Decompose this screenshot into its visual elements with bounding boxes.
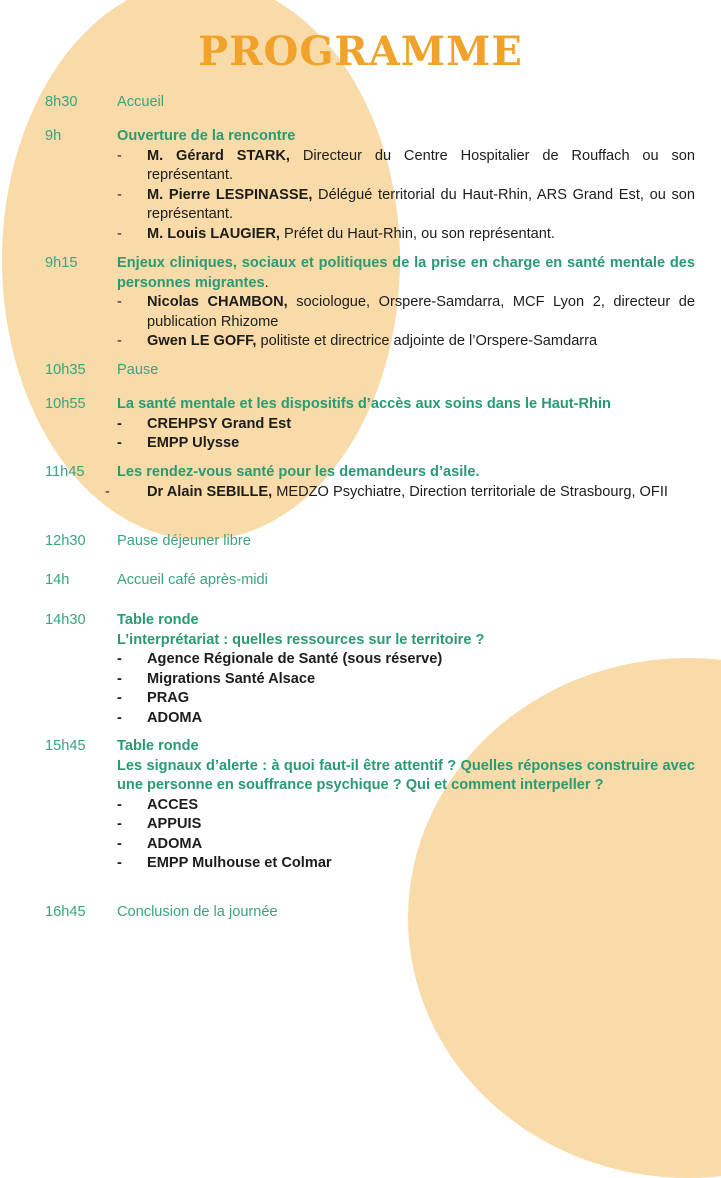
slot-time: 15h45: [45, 738, 86, 754]
slot-subheading: L’interprétariat : quelles ressources sur le territoire ?: [117, 631, 485, 648]
participant-item: - EMPP Mulhouse et Colmar: [117, 854, 695, 874]
schedule-slot: [45, 127, 695, 244]
slot-heading: Les rendez-vous santé pour les demandeurs d’asile.: [117, 464, 480, 480]
slot-time: 12h30: [45, 533, 86, 549]
schedule-slot: [45, 395, 695, 454]
slot-heading-end: .: [264, 274, 269, 291]
slot-label: Accueil: [117, 94, 165, 110]
slot-heading: Table ronde: [117, 612, 199, 628]
speaker-role: Délégué territorial du Haut-Rhin, ARS Grand Est, ou son représentant.: [147, 186, 695, 222]
participant-item: - PRAG: [117, 689, 695, 709]
speaker-item: [105, 483, 695, 503]
slot-time: 16h45: [45, 904, 86, 920]
schedule-slot: [45, 361, 695, 381]
schedule-slot: [45, 571, 695, 591]
slot-time: 8h30: [45, 94, 78, 110]
speaker-list: [117, 293, 695, 352]
speaker-name: M. Pierre LESPINASSE,: [147, 186, 313, 203]
speaker-list: [117, 483, 695, 503]
speaker-name: Gwen LE GOFF,: [147, 333, 257, 349]
slot-label: Conclusion de la journée: [117, 904, 278, 920]
schedule-slot: [45, 93, 695, 113]
page-title: PROGRAMME: [198, 28, 523, 75]
schedule-slot: [45, 611, 695, 728]
speaker-role: Préfet du Haut-Rhin, ou son représentant.: [279, 225, 555, 242]
participant-item: - ADOMA: [117, 709, 695, 729]
speaker-name: Dr Alain SEBILLE,: [147, 483, 273, 500]
slot-time: 14h30: [45, 612, 86, 628]
participant-item: - EMPP Ulysse: [117, 434, 695, 454]
participant-list: [117, 650, 695, 728]
schedule-slot: [45, 254, 695, 352]
slot-label: Accueil café après-midi: [117, 572, 268, 588]
speaker-name: Nicolas CHAMBON,: [147, 294, 288, 310]
participant-item: - APPUIS: [117, 815, 695, 835]
speaker-name: M. Louis LAUGIER,: [147, 225, 280, 242]
participant-item: - ACCES: [117, 796, 695, 816]
speaker-item: [117, 147, 695, 186]
slot-label: Pause déjeuner libre: [117, 533, 251, 549]
participant-list: [117, 415, 695, 454]
schedule-slot: [45, 737, 695, 874]
speaker-item: [117, 293, 695, 332]
schedule-slot: [45, 532, 695, 552]
participant-item: - CREHPSY Grand Est: [117, 415, 695, 435]
speaker-item: [117, 186, 695, 225]
speaker-role: sociologue, Orspere-Samdarra, MCF Lyon 2, directeur de publication Rhizome: [147, 294, 695, 330]
slot-heading-text: Enjeux cliniques, sociaux et politiques de la prise en charge en santé mentale des personnes migrantes: [117, 255, 695, 291]
slot-heading: [117, 254, 695, 293]
speaker-item: [117, 332, 695, 352]
speaker-role: politiste et directrice adjointe de l’Orspere-Samdarra: [256, 333, 598, 349]
speaker-role: MEDZO Psychiatre, Direction territoriale de Strasbourg, OFII: [272, 483, 668, 500]
speaker-role: Directeur du Centre Hospitalier de Rouffach ou son représentant.: [147, 147, 695, 183]
schedule-slot: [45, 463, 695, 502]
participant-list: [117, 796, 695, 874]
slot-subheading: Les signaux d’alerte : à quoi faut-il être attentif ? Quelles réponses construire avec une personne en souffrance psychique ? Qui et comment interpeller ?: [117, 757, 695, 793]
slot-heading: La santé mentale et les dispositifs d’accès aux soins dans le Haut-Rhin: [117, 396, 611, 412]
speaker-item: [117, 225, 695, 245]
speaker-list: [117, 147, 695, 245]
slot-time: 9h15: [45, 255, 78, 271]
schedule-slot: [45, 903, 695, 923]
participant-item: - Migrations Santé Alsace: [117, 670, 695, 690]
slot-time: 10h55: [45, 396, 86, 412]
participant-item: - ADOMA: [117, 835, 695, 855]
slot-time: 11h45: [45, 464, 85, 480]
speaker-name: M. Gérard STARK,: [147, 147, 290, 164]
slot-time: 10h35: [45, 362, 86, 378]
slot-label: Pause: [117, 362, 159, 378]
slot-time: 14h: [45, 572, 70, 588]
slot-heading: Table ronde: [117, 738, 199, 754]
slot-time: 9h: [45, 128, 62, 144]
participant-item: - Agence Régionale de Santé (sous réserve): [117, 650, 695, 670]
slot-heading: Ouverture de la rencontre: [117, 128, 296, 144]
